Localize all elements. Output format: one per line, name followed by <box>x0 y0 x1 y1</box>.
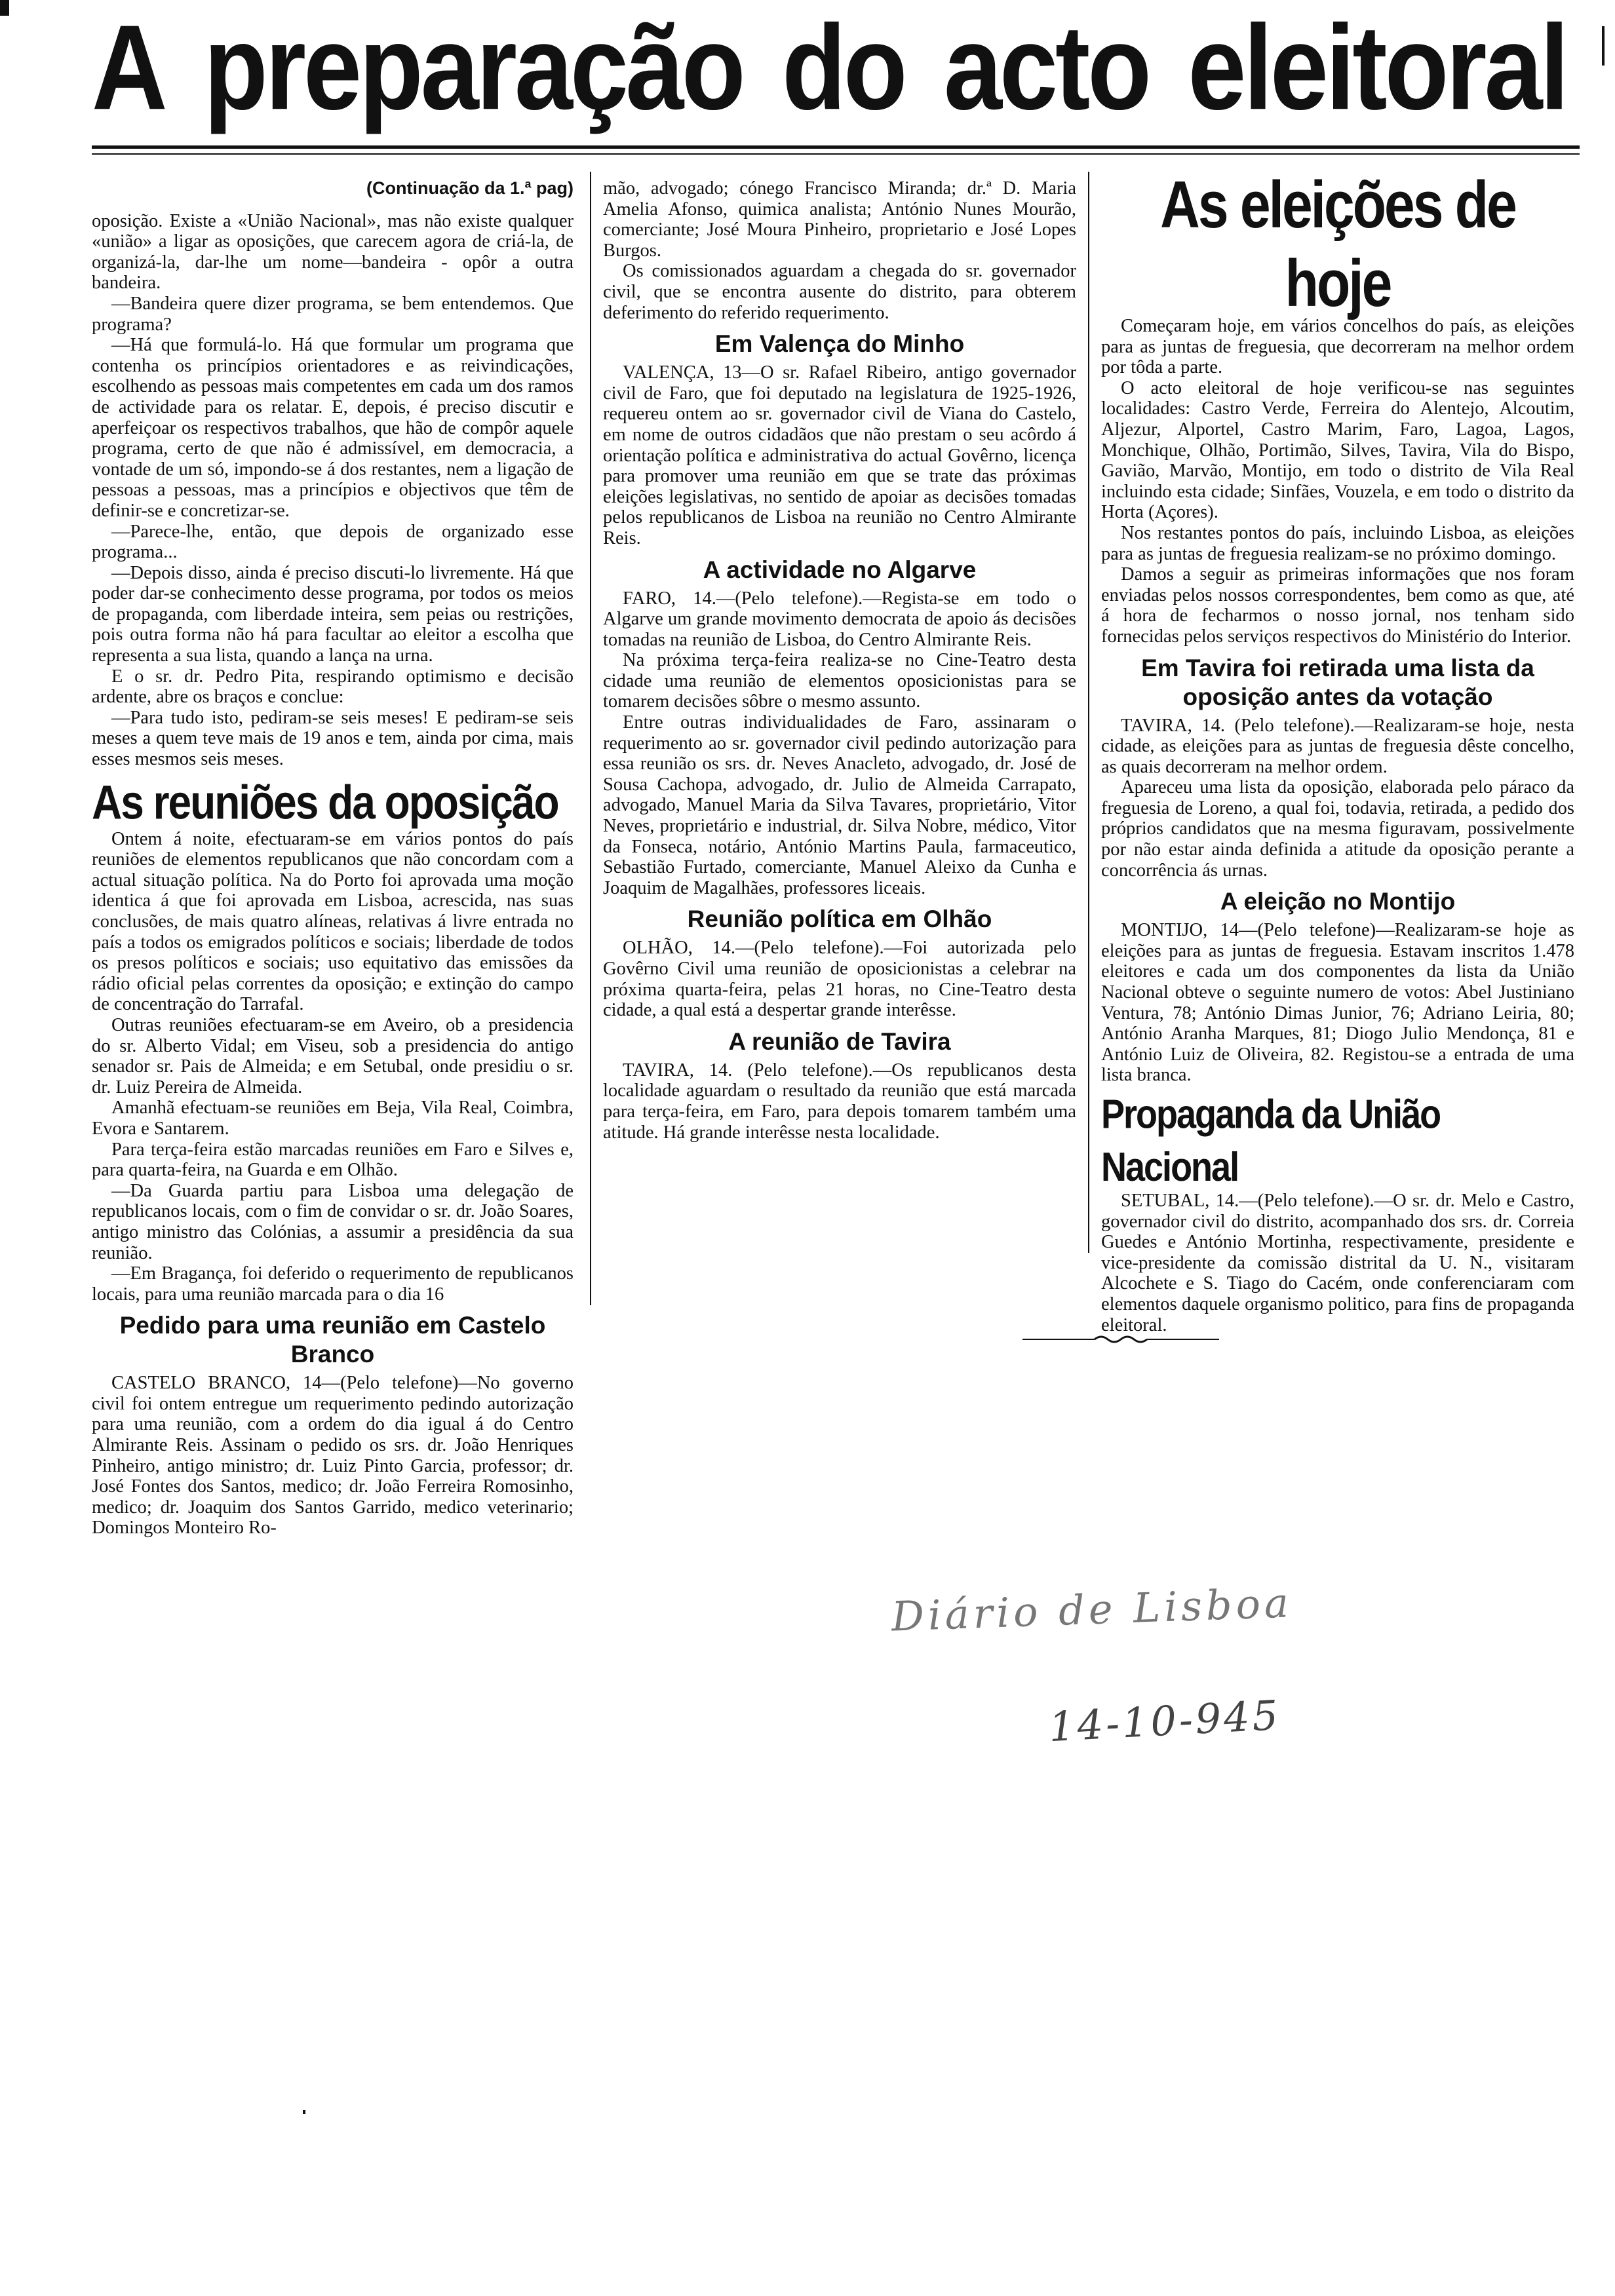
paragraph: TAVIRA, 14. (Pelo telefone).—Realizaram-se hoje, nesta cidade, as eleições para as juntas de freguesia dêste concelho, as quais decorreram na melhor ordem. <box>1101 715 1574 777</box>
paragraph: Na próxima terça-feira realiza-se no Cine-Teatro desta cidade uma reunião de elementos oposicionistas para se tomarem decisões sôbre o mesmo assunto. <box>603 650 1076 712</box>
paragraph: FARO, 14.—(Pelo telefone).—Regista-se em todo o Algarve um grande movimento democrata de apoio ás decisões tomadas na reunião de Lisboa, do Centro Almirante Reis. <box>603 588 1076 650</box>
paragraph: oposição. Existe a «União Nacional», mas não existe qualquer «união» a ligar as oposições, que carecem agora de criá-la, de organizá-la, dar-lhe um nome—bandeira - opôr a outra bandeira. <box>92 210 574 294</box>
paragraph: Entre outras individualidades de Faro, assinaram o requerimento ao sr. governador civil pedindo autorização para essa reunião os srs. dr. Neves Anacleto, advogado, dr. José de Sousa Cachopa, advogado, dr. Julio de Almeida Carrapato, advogado, Manuel Maria da Silva Tavares, proprietário, Vitor Neves, proprietário e industrial, dr. Silva Nobre, médico, Vitor da Fonseca, notário, António Martins Paula, farmaceutico, Sebastião Furtado, comerciante, Manuel Aleixo da Cunha e Joaquim de Magalhães, professores liceais. <box>603 712 1076 898</box>
paragraph: SETUBAL, 14.—(Pelo telefone).—O sr. dr. Melo e Castro, governador civil do distrito, acompanhado dos srs. dr. Correia Guedes e António Mortinha, respectivamente, presidente e vice-presidente da comissão distrital da U. N., visitaram Alcochete e S. Tiago do Cacém, onde conferenciaram com elementos daquele organismo politico, para fins de propaganda eleitoral. <box>1101 1191 1574 1335</box>
paragraph: —Em Bragança, foi deferido o requerimento de republicanos locais, para uma reunião marcada para o dia 16 <box>92 1263 574 1305</box>
section-title: As eleições de hoje <box>1160 167 1515 320</box>
section-heading: A reunião de Tavira <box>728 1027 951 1055</box>
section-heading: As reuniões da oposição <box>92 775 558 830</box>
column-rule-right <box>1088 172 1089 1253</box>
section-heading: Reunião política em Olhão <box>687 906 992 933</box>
paragraph: CASTELO BRANCO, 14—(Pelo telefone)—No governo civil foi ontem entregue um requerimento pedindo autorização para uma reunião, com a ordem do dia igual á do Centro Almirante Reis. Assinam o pedido os srs. dr. João Henriques Pinheiro, antigo ministro; dr. Luiz Pinto Garcia, professor; dr. José Fontes dos Santos, medico; dr. João Ferreira Romosinho, medico; dr. Joaquim dos Santos Garrido, medico veterinario; Domingos Monteiro Ro- <box>92 1373 574 1539</box>
end-ornament <box>1022 1333 1219 1346</box>
paragraph: Outras reuniões efectuaram-se em Aveiro, ob a presidencia do sr. Alberto Vidal; em Viseu, sob a presidencia do antigo senador sr. Pais de Almeida; e em Setubal, onde presidiu o sr. dr. Luiz Pereira de Almeida. <box>92 1014 574 1098</box>
headline-word: acto <box>943 0 1149 135</box>
headline-word: A <box>92 0 165 135</box>
stray-mark <box>303 2110 305 2114</box>
paragraph: Ontem á noite, efectuaram-se em vários pontos do país reuniões de elementos republicanos que não concordam com a actual situação política. Na do Porto foi aprovada uma moção identica á que foi aprovada em Lisboa, acrescida, nas suas conclusões, de mais quatro alíneas, relativas á livre entrada no país a todos os emigrados políticos e sociais; liberdade de todos os presos políticos e sociais; uso equitativo das emissões da rádio oficial pelas correntes da oposição; e extinção do campo de concentração do Tarrafal. <box>92 828 574 1015</box>
paragraph: —Para tudo isto, pediram-se seis meses! E pediram-se seis meses a quem teve mais de 19 anos e tem, ainda por cima, mais esses mesmos seis meses. <box>92 707 574 770</box>
corner-mark <box>0 0 9 16</box>
section-heading: A actividade no Algarve <box>703 556 977 583</box>
paragraph: —Parece-lhe, então, que depois de organizado esse programa... <box>92 521 574 563</box>
paragraph: OLHÃO, 14.—(Pelo telefone).—Foi autorizada pelo Govêrno Civil uma reunião de oposicionistas a celebrar na próxima quarta-feira, pelas 21 horas, no Cine-Teatro desta cidade, a qual está a despertar grande interêsse. <box>603 938 1076 1021</box>
paragraph: VALENÇA, 13—O sr. Rafael Ribeiro, antigo governador civil de Faro, que foi deputado na legislatura de 1925-1926, requereu ontem ao sr. governador civil de Viana do Castelo, em nome de outros cidadãos que não prestam o seu acôrdo á orientação política e administrativa do actual Govêrno, licença para promover uma reunião em que se trate das próximas eleições legislativas, no sentido de apoiar as decisões tomadas pelos republicanos de Lisboa na reunião no Centro Almirante Reis. <box>603 362 1076 548</box>
headline-rule <box>92 145 1580 149</box>
paragraph: mão, advogado; cónego Francisco Miranda; dr.ª D. Maria Amelia Afonso, quimica analista; António Nunes Mourão, comerciante; José Moura Pinheiro, proprietario e José Lopes Burgos. <box>603 178 1076 261</box>
headline-word: eleitoral <box>1188 0 1566 135</box>
paragraph: O acto eleitoral de hoje verificou-se nas seguintes localidades: Castro Verde, Ferreira do Alentejo, Alcoutim, Aljezur, Alportel, Castro Marim, Faro, Lagoa, Lagos, Monchique, Olhão, Portimão, Silves, Tavira, Vila do Bispo, Gavião, Marvão, Montijo, em todo o distrito de Vila Real incluindo esta cidade; Sinfães, Vouzela, e em todo o distrito da Horta (Açores). <box>1101 377 1574 523</box>
headline <box>92 0 1566 135</box>
section-heading: Pedido para uma reunião em Castelo Branco <box>119 1312 546 1368</box>
paragraph: Para terça-feira estão marcadas reuniões em Faro e Silves e, para quarta-feira, na Guarda e em Olhão. <box>92 1139 574 1181</box>
handwritten-source: Diário de Lisboa <box>890 1578 1293 1641</box>
headline-word: preparação <box>203 0 743 135</box>
handwritten-date: 14-10-945 <box>1047 1691 1282 1751</box>
column-rule-left <box>590 172 591 1305</box>
paragraph: —Da Guarda partiu para Lisboa uma delegação de republicanos locais, com o fim de convidar o sr. dr. João Soares, antigo ministro das Colónias, a assumir a presidência da sua reunião. <box>92 1180 574 1263</box>
paragraph: E o sr. dr. Pedro Pita, respirando optimismo e decisão ardente, abre os braços e conclue: <box>92 666 574 708</box>
stray-mark <box>1602 26 1605 66</box>
paragraph: Os comissionados aguardam a chegada do sr. governador civil, que se encontra ausente do distrito, para obterem deferimento do referido requerimento. <box>603 261 1076 323</box>
section-heading: A eleição no Montijo <box>1220 888 1456 915</box>
section-heading: Propaganda da União Nacional <box>1101 1092 1441 1190</box>
paragraph: Amanhã efectuam-se reuniões em Beja, Vila Real, Coimbra, Evora e Santarem. <box>92 1098 574 1139</box>
paragraph: —Bandeira quere dizer programa, se bem entendemos. Que programa? <box>92 293 574 335</box>
section-heading: Em Tavira foi retirada uma lista da oposição antes da votação <box>1141 654 1534 710</box>
paragraph: Damos a seguir as primeiras informações que nos foram enviadas pelos nossos correspondentes, bem como as que, até á hora de fecharmos o nosso jornal, nos tenham sido fornecidas pelos serviços respectivos do Ministério do Interior. <box>1101 564 1574 647</box>
column-3 <box>1101 167 1574 1335</box>
column-2 <box>603 178 1076 1143</box>
column-1 <box>92 178 574 1539</box>
paragraph: Começaram hoje, em vários concelhos do país, as eleições para as juntas de freguesia, que decorreram na melhor ordem por tôda a parte. <box>1101 316 1574 378</box>
continuation-note: (Continuação da 1.ª pag) <box>366 178 574 198</box>
paragraph: Nos restantes pontos do país, incluindo Lisboa, as eleições para as juntas de freguesia realizam-se no próximo domingo. <box>1101 522 1574 564</box>
paragraph: Apareceu uma lista da oposição, elaborada pelo páraco da freguesia de Loreno, a qual foi, todavia, retirada, a pedido dos próprios candidatos que na mesma figuravam, possivelmente por não estar ainda definida a atitude da oposição perante a concorrência ás urnas. <box>1101 777 1574 881</box>
headline-word: do <box>782 0 905 135</box>
paragraph: —Depois disso, ainda é preciso discuti-lo livremente. Há que poder dar-se conhecimento desse programa, por todos os meios de propaganda, com liberdade inteira, sem peias ou restrições, pois outra forma não há para facultar ao eleitor a escolha que representa a sua lista, quando a lança na urna. <box>92 562 574 666</box>
headline-rule-thin <box>92 153 1580 155</box>
section-heading: Em Valença do Minho <box>714 330 965 358</box>
paragraph: —Há que formulá-lo. Há que formular um programa que contenha os princípios orientadores e as reivindicações, escolhendo as pessoas mais competentes em cada um dos ramos de actividade para os relatar. E, depois, é preciso discutir e aperfeiçoar os respectivos trabalhos, que hão de compôr aquele programa, certo de que não é admissível, em democracia, a vontade de um só, impondo-se á dos restantes, nem a ligação de pessoas a pessoas, mas a princípios e objectivos que têm de definir-se e concretizar-se. <box>92 335 574 521</box>
paragraph: MONTIJO, 14—(Pelo telefone)—Realizaram-se hoje as eleições para as juntas de freguesia. Estavam inscritos 1.478 eleitores e cada um dos componentes da lista da União Nacional obteve o seguinte numero de votos: Abel Justiniano Ventura, 78; António Dimas Junior, 76; Adriano Leiria, 80; António Aranha Marques, 81; Diogo Julio Mendonça, 81 e António Luiz de Oliveira, 82. Registou-se a entrada de uma lista branca. <box>1101 920 1574 1086</box>
paragraph: TAVIRA, 14. (Pelo telefone).—Os republicanos desta localidade aguardam o resultado da reunião que está marcada para terça-feira, em Faro, para depois tomarem também uma atitude. Há grande interêsse nesta localidade. <box>603 1060 1076 1143</box>
